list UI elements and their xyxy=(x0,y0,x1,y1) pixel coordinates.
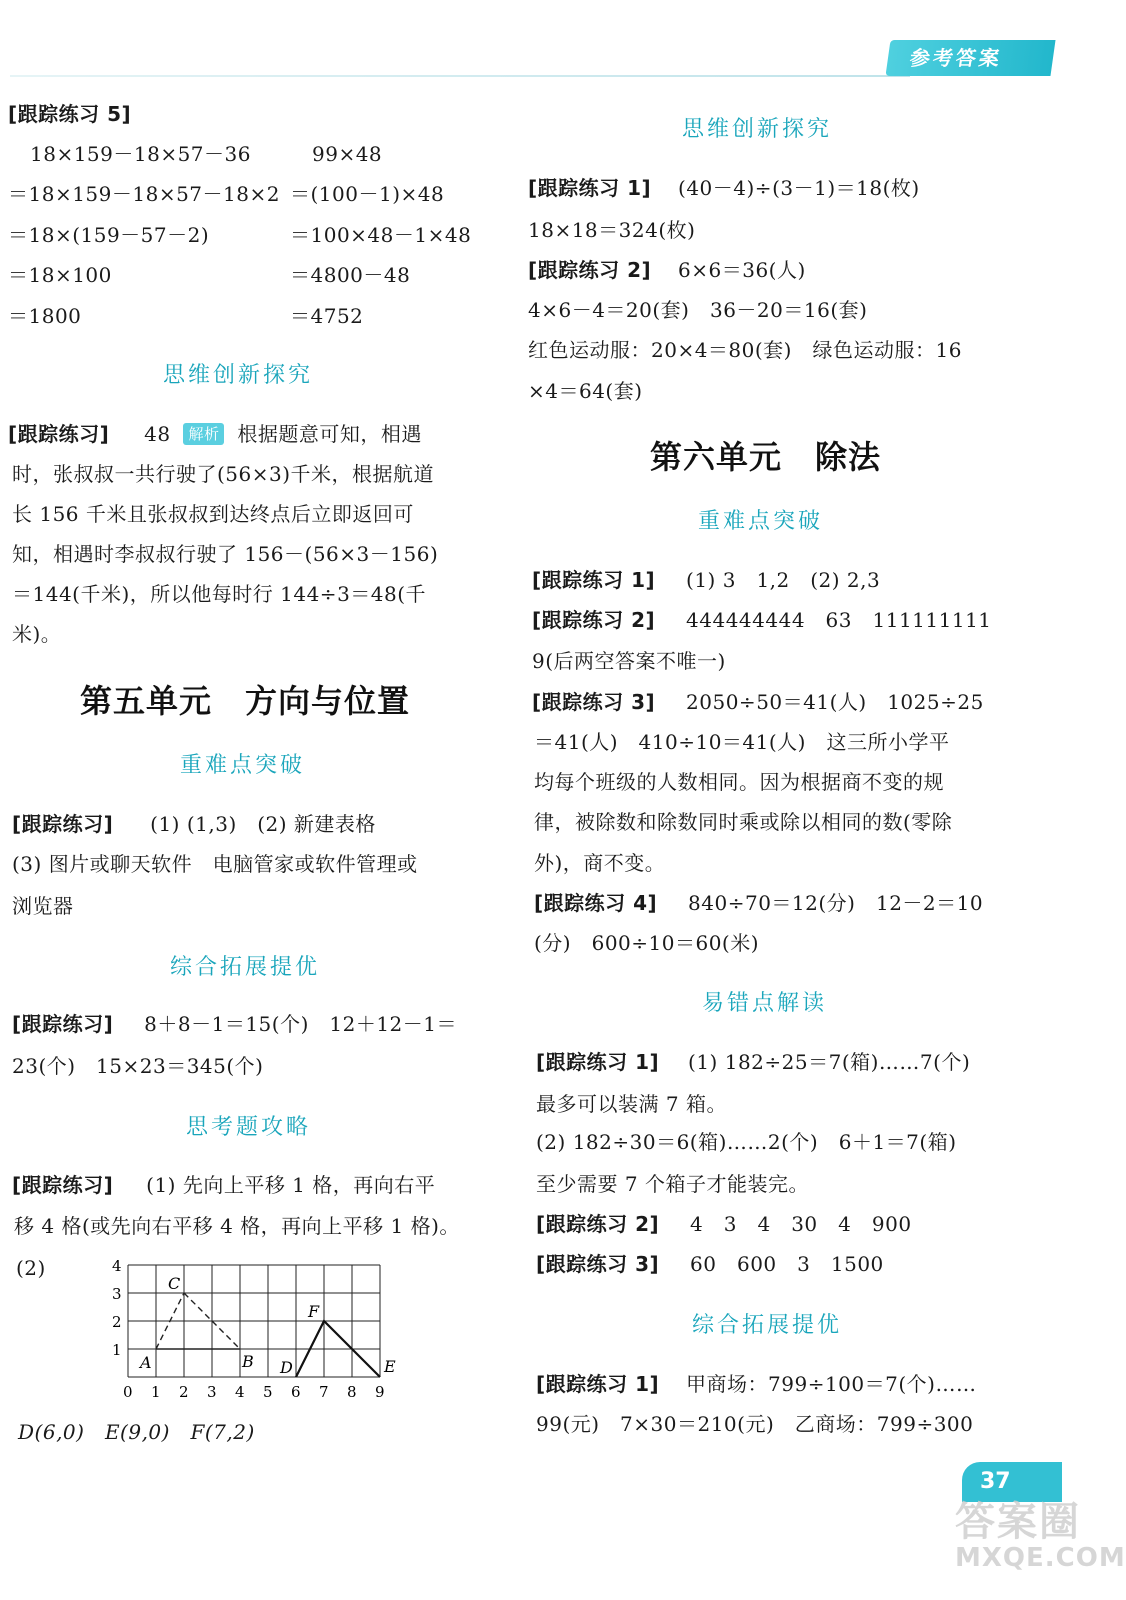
x-tick-label: 5 xyxy=(263,1383,273,1401)
answer-text: 移 4 格(或先向右平移 4 格，再向上平移 1 格)。 xyxy=(14,1214,460,1238)
exercise-label: [跟踪练习 1] xyxy=(536,1372,660,1396)
watermark-text: 答案圈 xyxy=(955,1499,1081,1545)
answer-text: (2) 182÷30＝6(箱)……2(个) 6＋1＝7(箱) xyxy=(536,1130,957,1154)
calc-line: ＝(100－1)×48 xyxy=(290,182,445,206)
exercise-label: [跟踪练习 1] xyxy=(528,176,652,200)
answer-value: 48 xyxy=(144,422,171,446)
exercise-label: [跟踪练习] xyxy=(12,1012,114,1036)
answer-text: 18×18＝324(枚) xyxy=(528,218,696,242)
x-tick-label: 2 xyxy=(179,1383,189,1401)
watermark-url: MXQE.COM xyxy=(955,1543,1126,1573)
point-label-e: E xyxy=(384,1357,396,1376)
grid-lines xyxy=(128,1265,380,1377)
analysis-text: 时，张叔叔一共行驶了(56×3)千米，根据航道 xyxy=(12,462,435,486)
answer-line xyxy=(536,1370,976,1398)
exercise-label: [跟踪练习] xyxy=(8,422,110,446)
coordinate-grid-figure xyxy=(100,1255,400,1405)
answer-text: 99(元) 7×30＝210(元) 乙商场：799÷300 xyxy=(536,1412,974,1436)
answer-text: 最多可以装满 7 箱。 xyxy=(536,1092,727,1116)
section-title: 易错点解读 xyxy=(702,991,828,1016)
x-tick-label: 8 xyxy=(347,1383,357,1401)
exercise-label: [跟踪练习 5] xyxy=(8,102,132,126)
answer-text: 甲商场：799÷100＝7(个)…… xyxy=(686,1372,977,1396)
y-tick-label: 4 xyxy=(112,1257,122,1275)
analysis-text: 根据题意可知，相遇 xyxy=(237,422,422,446)
exercise-label: [跟踪练习 2] xyxy=(528,258,652,282)
answer-text: (1) 182÷25＝7(箱)……7(个) xyxy=(688,1050,971,1074)
answer-line xyxy=(8,420,422,448)
section-title: 综合拓展提优 xyxy=(170,955,321,980)
answer-line xyxy=(12,1010,457,1038)
section-title: 思维创新探究 xyxy=(163,363,314,388)
calc-line: ＝4752 xyxy=(290,304,364,328)
point-label-d: D xyxy=(280,1358,293,1377)
answer-text: (1) (1,3) (2) 新建表格 xyxy=(150,812,376,836)
exercise-label: [跟踪练习 4] xyxy=(534,891,658,915)
x-tick-label: 6 xyxy=(291,1383,301,1401)
answer-text: 4 3 4 30 4 900 xyxy=(690,1212,912,1236)
answer-text: 6×6＝36(人) xyxy=(678,258,806,282)
point-label-c: C xyxy=(168,1274,181,1293)
analysis-text: 米)。 xyxy=(12,622,62,646)
analysis-tag: 解析 xyxy=(183,423,224,445)
answer-line xyxy=(528,256,806,284)
exercise-label: [跟踪练习 2] xyxy=(536,1212,660,1236)
calc-line: ＝18×159－18×57－18×2 xyxy=(8,182,280,206)
calc-line: ＝1800 xyxy=(8,304,82,328)
answer-text: 23(个) 15×23＝345(个) xyxy=(12,1054,264,1078)
point-label-a: A xyxy=(140,1353,152,1372)
analysis-text: ＝144(千米)，所以他每时行 144÷3＝48(千 xyxy=(12,582,427,606)
point-label-f: F xyxy=(308,1302,320,1321)
unit-title: 第六单元 除法 xyxy=(650,438,882,476)
answer-text: 至少需要 7 个箱子才能装完。 xyxy=(536,1172,809,1196)
coordinates-answer: D(6,0) E(9,0) F(7,2) xyxy=(18,1420,255,1444)
y-tick-label: 2 xyxy=(112,1313,122,1331)
x-tick-label: 1 xyxy=(151,1383,161,1401)
x-tick-label: 4 xyxy=(235,1383,245,1401)
answer-text: 均每个班级的人数相同。因为根据商不变的规 xyxy=(534,770,944,794)
answer-line xyxy=(536,1250,884,1278)
answer-line xyxy=(532,688,984,716)
page-number: 37 xyxy=(962,1462,1062,1502)
answer-line xyxy=(532,566,880,594)
answer-line xyxy=(12,1171,435,1199)
answer-part-label: (2) xyxy=(16,1256,46,1280)
answer-text: 444444444 63 111111111 xyxy=(686,608,992,632)
x-tick-label: 3 xyxy=(207,1383,217,1401)
exercise-label: [跟踪练习] xyxy=(12,812,114,836)
answer-text: (1) 先向上平移 1 格，再向右平 xyxy=(146,1173,436,1197)
section-title: 重难点突破 xyxy=(180,753,306,778)
section-title: 思维创新探究 xyxy=(682,117,833,142)
calc-line: ＝4800－48 xyxy=(290,263,411,287)
y-tick-label: 1 xyxy=(112,1341,122,1359)
answer-line xyxy=(536,1048,970,1076)
answer-text: 4×6－4＝20(套) 36－20＝16(套) xyxy=(528,298,868,322)
x-tick-label: 9 xyxy=(375,1383,385,1401)
section-title: 思考题攻略 xyxy=(186,1115,312,1140)
calc-line: 18×159－18×57－36 xyxy=(30,142,251,166)
answer-text: 9(后两空答案不唯一) xyxy=(532,649,726,673)
header-rule xyxy=(10,75,910,77)
calc-line: ＝18×100 xyxy=(8,263,112,287)
point-label-b: B xyxy=(242,1352,254,1371)
answer-text: 律，被除数和除数同时乘或除以相同的数(零除 xyxy=(534,810,953,834)
exercise-label: [跟踪练习] xyxy=(12,1173,114,1197)
exercise-label: [跟踪练习 3] xyxy=(536,1252,660,1276)
answer-text: 浏览器 xyxy=(12,894,74,918)
x-tick-label: 0 xyxy=(123,1383,133,1401)
answer-line xyxy=(536,1210,912,1238)
answer-text: 外)，商不变。 xyxy=(534,851,666,875)
exercise-label: [跟踪练习 1] xyxy=(536,1050,660,1074)
exercise-label: [跟踪练习 1] xyxy=(532,568,656,592)
answer-text: (分) 600÷10＝60(米) xyxy=(534,931,760,955)
answer-text: (40－4)÷(3－1)＝18(枚) xyxy=(678,176,920,200)
section-title: 综合拓展提优 xyxy=(692,1313,843,1338)
y-tick-label: 3 xyxy=(112,1285,122,1303)
answer-text: ×4＝64(套) xyxy=(528,379,643,403)
x-tick-label: 7 xyxy=(319,1383,329,1401)
answer-text: ＝41(人) 410÷10＝41(人) 这三所小学平 xyxy=(534,730,950,754)
answer-text: 840÷70＝12(分) 12－2＝10 xyxy=(688,891,984,915)
answer-line xyxy=(12,810,376,838)
calc-line: 99×48 xyxy=(312,142,383,166)
answer-text: (1) 3 1,2 (2) 2,3 xyxy=(686,568,881,592)
analysis-text: 长 156 千米且张叔叔到达终点后立即返回可 xyxy=(12,502,414,526)
answer-text: 2050÷50＝41(人) 1025÷25 xyxy=(686,690,984,714)
calc-line: ＝18×(159－57－2) xyxy=(8,223,210,247)
unit-title: 第五单元 方向与位置 xyxy=(80,682,411,720)
calc-line: ＝100×48－1×48 xyxy=(290,223,472,247)
answer-line xyxy=(534,889,983,917)
answer-text: (3) 图片或聊天软件 电脑管家或软件管理或 xyxy=(12,852,418,876)
answer-line xyxy=(532,606,992,634)
watermark-logo xyxy=(955,1490,1126,1573)
section-title: 重难点突破 xyxy=(698,509,824,534)
header-answer-tab: 参考答案 xyxy=(885,40,1055,76)
answer-text: 红色运动服：20×4＝80(套) 绿色运动服：16 xyxy=(528,338,962,362)
answer-text: 60 600 3 1500 xyxy=(690,1252,884,1276)
exercise-label: [跟踪练习 2] xyxy=(532,608,656,632)
answer-text: 8＋8－1＝15(个) 12＋12－1＝ xyxy=(144,1012,457,1036)
exercise-label: [跟踪练习 3] xyxy=(532,690,656,714)
analysis-text: 知，相遇时李叔叔行驶了 156－(56×3－156) xyxy=(12,542,439,566)
answer-line xyxy=(528,174,920,202)
